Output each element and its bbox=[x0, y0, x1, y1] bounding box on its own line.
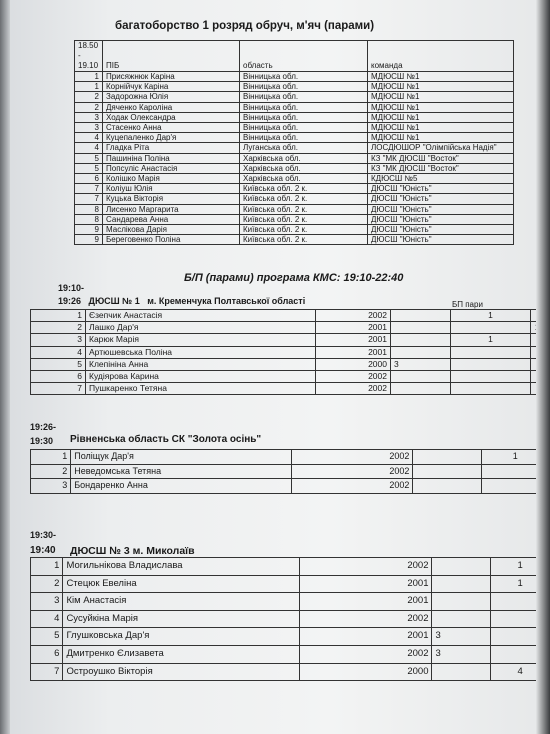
team-cell: ДЮСШ "Юність" bbox=[368, 204, 514, 214]
region-cell: Вінницька обл. bbox=[240, 72, 368, 82]
team-cell: МДЮСШ №1 bbox=[368, 133, 514, 143]
group3-table bbox=[30, 557, 550, 681]
athlete-name: Береговенко Поліна bbox=[103, 235, 240, 245]
athlete-name: Корнійчук Каріна bbox=[103, 82, 240, 92]
row-number: 9 bbox=[75, 225, 103, 235]
group2-time-to: 19:30 bbox=[30, 436, 54, 446]
row-number: 2 bbox=[75, 92, 103, 102]
team-cell: МДЮСШ №1 bbox=[368, 102, 514, 112]
bp-cell: 4 bbox=[491, 663, 550, 681]
region-cell: Київська обл. 2 к. bbox=[240, 194, 368, 204]
group1-time-to: 19:26 bbox=[58, 296, 82, 306]
athlete-name: Пушкаренко Тетяна bbox=[86, 383, 316, 395]
bp-cell bbox=[451, 383, 531, 395]
row-number: 2 bbox=[31, 322, 86, 334]
birth-year: 2001 bbox=[316, 334, 391, 346]
athlete-name: Дяченко Кароліна bbox=[103, 102, 240, 112]
score-cell bbox=[413, 450, 481, 465]
row-number: 7 bbox=[75, 194, 103, 204]
row-number: 1 bbox=[31, 450, 71, 465]
athlete-name: Коліуш Юлія bbox=[103, 184, 240, 194]
team-cell: МДЮСШ №1 bbox=[368, 72, 514, 82]
team-cell: ДЮСШ "Юність" bbox=[368, 225, 514, 235]
region-cell: Вінницька обл. bbox=[240, 102, 368, 112]
table-row bbox=[31, 334, 543, 346]
athlete-name: Карюк Марія bbox=[86, 334, 316, 346]
table-row bbox=[75, 102, 514, 112]
row-number: 4 bbox=[75, 143, 103, 153]
row-number: 2 bbox=[31, 464, 71, 479]
score-cell bbox=[391, 334, 451, 346]
score-cell: 3 bbox=[432, 628, 491, 646]
athlete-name: Пашиніна Поліна bbox=[103, 153, 240, 163]
score-cell bbox=[391, 322, 451, 334]
row-number: 1 bbox=[75, 82, 103, 92]
athlete-name: Куцепаленко Дар'я bbox=[103, 133, 240, 143]
table-row bbox=[31, 310, 543, 322]
bp-cell: 1 bbox=[481, 450, 550, 465]
bp-cell: 1 bbox=[451, 310, 531, 322]
score-cell bbox=[432, 558, 491, 576]
table-row bbox=[31, 371, 543, 383]
athlete-name: Ходак Олександра bbox=[103, 112, 240, 122]
athlete-name: Сандарева Анна bbox=[103, 214, 240, 224]
group1-time-from: 19:10- bbox=[58, 283, 85, 293]
row-number: 5 bbox=[75, 153, 103, 163]
group1-heading bbox=[58, 296, 305, 306]
bp-cell bbox=[451, 371, 531, 383]
row-number: 1 bbox=[31, 310, 86, 322]
team-cell: МДЮСШ №1 bbox=[368, 123, 514, 133]
row-number: 7 bbox=[31, 383, 86, 395]
birth-year: 2001 bbox=[316, 346, 391, 358]
table-row bbox=[31, 575, 550, 593]
group1-city: м. Кременчука Полтавської області bbox=[147, 296, 306, 306]
athlete-name: Кім Анастасія bbox=[63, 593, 300, 611]
athlete-name: Стасенко Анна bbox=[103, 123, 240, 133]
team-cell: ЛОСДЮШОР "Олімпійська Надія" bbox=[368, 143, 514, 153]
table-row bbox=[75, 225, 514, 235]
team-cell: МДЮСШ №1 bbox=[368, 112, 514, 122]
athlete-name: Задорожна Юлія bbox=[103, 92, 240, 102]
table-row bbox=[31, 358, 543, 370]
table-row bbox=[75, 82, 514, 92]
row-number: 5 bbox=[75, 163, 103, 173]
athlete-name: Куцька Вікторія bbox=[103, 194, 240, 204]
row-number: 4 bbox=[31, 346, 86, 358]
region-cell: Вінницька обл. bbox=[240, 112, 368, 122]
table-row bbox=[75, 235, 514, 245]
row-number: 7 bbox=[31, 663, 63, 681]
team-cell: МДЮСШ №1 bbox=[368, 92, 514, 102]
score-cell bbox=[432, 663, 491, 681]
region-cell: Харківська обл. bbox=[240, 174, 368, 184]
athlete-name: Єзепчик Анастасія bbox=[86, 310, 316, 322]
row-number: 5 bbox=[31, 358, 86, 370]
birth-year: 2001 bbox=[300, 593, 432, 611]
region-cell: Вінницька обл. bbox=[240, 123, 368, 133]
region-cell: Вінницька обл. bbox=[240, 82, 368, 92]
team-header: команда bbox=[368, 41, 514, 72]
bp-cell: 1 bbox=[491, 575, 550, 593]
bp-cell bbox=[451, 322, 531, 334]
athlete-name: Лашко Дар'я bbox=[86, 322, 316, 334]
table-row bbox=[75, 112, 514, 122]
bp-label: БП пари bbox=[452, 300, 483, 309]
athlete-name: Маслікова Дарія bbox=[103, 225, 240, 235]
birth-year: 2001 bbox=[316, 322, 391, 334]
score-cell bbox=[413, 479, 481, 494]
row-number: 3 bbox=[31, 479, 71, 494]
birth-year: 2002 bbox=[300, 558, 432, 576]
group3-time-to: 19:40 bbox=[30, 545, 56, 556]
row-number: 7 bbox=[75, 184, 103, 194]
region-cell: Харківська обл. bbox=[240, 153, 368, 163]
athlete-name: Неведомська Тетяна bbox=[71, 464, 292, 479]
table-row bbox=[75, 163, 514, 173]
group3-time-from: 19:30- bbox=[30, 530, 57, 540]
row-number: 6 bbox=[75, 174, 103, 184]
name-header: ПІБ bbox=[103, 41, 240, 72]
table-row bbox=[75, 204, 514, 214]
row-number: 3 bbox=[75, 123, 103, 133]
athlete-name: Стецюк Евеліна bbox=[63, 575, 300, 593]
row-number: 1 bbox=[31, 558, 63, 576]
table-row bbox=[31, 628, 550, 646]
score-cell bbox=[413, 464, 481, 479]
bp-cell: 1 bbox=[451, 334, 531, 346]
row-number: 8 bbox=[75, 214, 103, 224]
score-cell: 3 bbox=[391, 358, 451, 370]
row-number: 3 bbox=[31, 593, 63, 611]
athlete-name: Колішко Марія bbox=[103, 174, 240, 184]
row-number: 2 bbox=[31, 575, 63, 593]
section-title: багатоборство 1 розряд обруч, м'яч (парами) bbox=[115, 20, 375, 32]
group2-club: Рівненська область СК "Золота осінь" bbox=[70, 434, 262, 445]
region-header: область bbox=[240, 41, 368, 72]
row-number: 1 bbox=[75, 72, 103, 82]
row-number: 3 bbox=[75, 112, 103, 122]
table-row bbox=[75, 92, 514, 102]
row-number: 3 bbox=[31, 334, 86, 346]
score-cell bbox=[432, 575, 491, 593]
region-cell: Київська обл. 2 к. bbox=[240, 204, 368, 214]
score-cell bbox=[391, 310, 451, 322]
birth-year: 2002 bbox=[292, 450, 413, 465]
birth-year: 2002 bbox=[316, 310, 391, 322]
row-number: 2 bbox=[75, 102, 103, 112]
athlete-name: Гладка Ріта bbox=[103, 143, 240, 153]
athlete-name: Присяжнюк Каріна bbox=[103, 72, 240, 82]
team-cell: КЗ "МК ДЮСШ "Восток" bbox=[368, 163, 514, 173]
athlete-name: Попсуліс Анастасія bbox=[103, 163, 240, 173]
time-start: 18.50 - bbox=[78, 41, 99, 60]
row-number: 6 bbox=[31, 645, 63, 663]
athlete-name: Кудіярова Карина bbox=[86, 371, 316, 383]
table-row bbox=[31, 322, 543, 334]
time-cell bbox=[75, 41, 103, 72]
page-edge-shadow bbox=[0, 0, 10, 734]
region-cell: Вінницька обл. bbox=[240, 133, 368, 143]
table-row bbox=[31, 558, 550, 576]
birth-year: 2002 bbox=[316, 383, 391, 395]
birth-year: 2002 bbox=[292, 479, 413, 494]
region-cell: Вінницька обл. bbox=[240, 92, 368, 102]
table-row bbox=[31, 645, 550, 663]
table-row bbox=[75, 72, 514, 82]
athlete-name: Поліщук Дар'я bbox=[71, 450, 292, 465]
row-number: 5 bbox=[31, 628, 63, 646]
athlete-name: Артюшевська Поліна bbox=[86, 346, 316, 358]
birth-year: 2000 bbox=[300, 663, 432, 681]
table-row bbox=[75, 174, 514, 184]
group1-club: ДЮСШ № 1 bbox=[88, 296, 140, 306]
page-edge-shadow-right bbox=[536, 0, 550, 734]
table-row bbox=[75, 194, 514, 204]
table-row bbox=[31, 593, 550, 611]
team-cell: ДЮСШ "Юність" bbox=[368, 235, 514, 245]
table-row bbox=[31, 464, 550, 479]
birth-year: 2001 bbox=[300, 575, 432, 593]
score-cell bbox=[432, 610, 491, 628]
athlete-name: Бондаренко Анна bbox=[71, 479, 292, 494]
region-cell: Луганська обл. bbox=[240, 143, 368, 153]
score-cell bbox=[391, 346, 451, 358]
row-number: 9 bbox=[75, 235, 103, 245]
bp-cell bbox=[451, 346, 531, 358]
score-cell bbox=[391, 371, 451, 383]
pairs-table bbox=[74, 40, 514, 245]
birth-year: 2001 bbox=[300, 628, 432, 646]
table-row bbox=[31, 663, 550, 681]
athlete-name: Остроушко Вікторія bbox=[63, 663, 300, 681]
group2-time-from: 19:26- bbox=[30, 422, 57, 432]
score-cell bbox=[391, 383, 451, 395]
table-row bbox=[31, 479, 550, 494]
table-header-row bbox=[75, 41, 514, 72]
team-cell: ДЮСШ "Юність" bbox=[368, 184, 514, 194]
athlete-name: Глушковська Дар'я bbox=[63, 628, 300, 646]
table-row bbox=[31, 346, 543, 358]
athlete-name: Дмитренко Єлизавета bbox=[63, 645, 300, 663]
birth-year: 2000 bbox=[316, 358, 391, 370]
row-number: 4 bbox=[31, 610, 63, 628]
row-number: 4 bbox=[75, 133, 103, 143]
birth-year: 2002 bbox=[292, 464, 413, 479]
team-cell: ДЮСШ "Юність" bbox=[368, 214, 514, 224]
table-row bbox=[75, 184, 514, 194]
athlete-name: Сусуйкіна Марія bbox=[63, 610, 300, 628]
team-cell: КДЮСШ №5 bbox=[368, 174, 514, 184]
athlete-name: Лисенко Маргарита bbox=[103, 204, 240, 214]
group2-table bbox=[30, 449, 550, 494]
athlete-name: Могильнікова Владислава bbox=[63, 558, 300, 576]
table-row bbox=[75, 153, 514, 163]
table-row bbox=[75, 123, 514, 133]
group3-club: ДЮСШ № 3 м. Миколаїв bbox=[70, 545, 195, 557]
birth-year: 2002 bbox=[300, 645, 432, 663]
birth-year: 2002 bbox=[300, 610, 432, 628]
region-cell: Харківська обл. bbox=[240, 163, 368, 173]
table-row bbox=[75, 133, 514, 143]
region-cell: Київська обл. 2 к. bbox=[240, 184, 368, 194]
team-cell: ДЮСШ "Юність" bbox=[368, 194, 514, 204]
program-title: Б/П (парами) програма КМС: 19:10-22:40 bbox=[184, 272, 404, 284]
region-cell: Київська обл. 2 к. bbox=[240, 235, 368, 245]
region-cell: Київська обл. 2 к. bbox=[240, 225, 368, 235]
bp-cell: 1 bbox=[491, 558, 550, 576]
table-row bbox=[31, 610, 550, 628]
row-number: 8 bbox=[75, 204, 103, 214]
bp-cell bbox=[451, 358, 531, 370]
score-cell bbox=[432, 593, 491, 611]
table-row bbox=[75, 143, 514, 153]
table-row bbox=[75, 214, 514, 224]
region-cell: Київська обл. 2 к. bbox=[240, 214, 368, 224]
birth-year: 2002 bbox=[316, 371, 391, 383]
row-number: 6 bbox=[31, 371, 86, 383]
athlete-name: Клепініна Анна bbox=[86, 358, 316, 370]
team-cell: МДЮСШ №1 bbox=[368, 82, 514, 92]
time-end: 19.10 bbox=[78, 61, 99, 70]
table-row bbox=[31, 383, 543, 395]
table-row bbox=[31, 450, 550, 465]
group1-table bbox=[30, 309, 543, 395]
team-cell: КЗ "МК ДЮСШ "Восток" bbox=[368, 153, 514, 163]
score-cell: 3 bbox=[432, 645, 491, 663]
